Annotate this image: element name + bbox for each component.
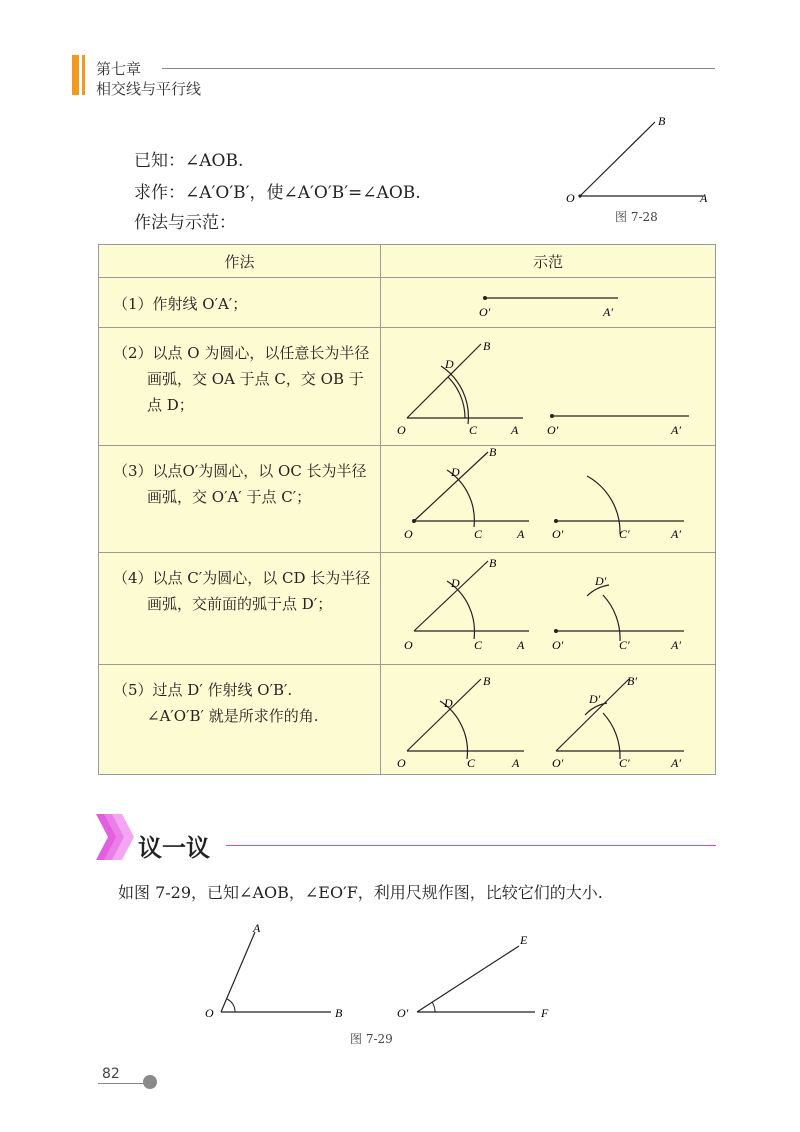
step-3-diagram <box>381 446 716 553</box>
svg-text:D′: D′ <box>595 574 607 588</box>
discussion-rule <box>226 845 716 846</box>
step-4-line-1: （4）以点 C′为圆心，以 CD 长为半径 <box>113 569 371 587</box>
svg-text:B: B <box>483 674 491 688</box>
fig28-label-b: B <box>658 114 666 128</box>
svg-text:A: A <box>511 423 519 437</box>
svg-text:E: E <box>520 933 528 947</box>
step-5-diagram <box>381 665 716 775</box>
fig28-label-a: A <box>700 191 708 205</box>
svg-text:O: O <box>205 1006 214 1020</box>
svg-text:A′: A′ <box>603 305 613 319</box>
svg-text:C′: C′ <box>619 638 630 652</box>
svg-text:O: O <box>404 527 413 541</box>
svg-text:O′: O′ <box>547 423 559 437</box>
chapter-marker-bar-thin <box>82 55 85 95</box>
svg-text:F: F <box>541 1006 549 1020</box>
svg-text:B: B <box>489 556 497 570</box>
svg-text:C′: C′ <box>619 756 630 770</box>
figure-29-caption: 图 7-29 <box>350 1032 393 1046</box>
step-4-diagram <box>381 553 716 665</box>
figure-7-28 <box>560 112 720 212</box>
header-demo: 示范 <box>381 245 716 278</box>
step-1-line-1: （1）作射线 O′A′； <box>113 295 248 313</box>
svg-text:A: A <box>253 921 261 935</box>
svg-text:A: A <box>512 756 520 770</box>
svg-text:D: D <box>444 696 453 710</box>
step-5-line-2: ∠A′O′B′ 就是所求作的角. <box>147 707 319 725</box>
figure-28-caption: 图 7-28 <box>615 210 658 224</box>
table-row <box>99 446 716 553</box>
table-header-row <box>99 245 716 278</box>
discussion-title: 议一议 <box>138 834 210 862</box>
page-number: 82 <box>102 1066 120 1082</box>
svg-text:A: A <box>517 527 525 541</box>
svg-text:O′: O′ <box>552 756 564 770</box>
header-rule <box>162 68 715 69</box>
svg-text:A′: A′ <box>671 527 681 541</box>
page-number-rule <box>98 1083 146 1084</box>
svg-text:O′: O′ <box>397 1006 409 1020</box>
svg-text:D: D <box>445 357 454 371</box>
step-4-line-2: 画弧，交前面的弧于点 D′； <box>147 595 333 613</box>
svg-text:O′: O′ <box>479 305 491 319</box>
table-row <box>99 665 716 775</box>
svg-text:B: B <box>483 339 491 353</box>
svg-text:A′: A′ <box>671 423 681 437</box>
step-2-line-1: （2）以点 O 为圆心，以任意长为半径 <box>113 344 370 362</box>
header-method: 作法 <box>99 245 381 278</box>
step-3-line-1: （3）以点O′为圆心，以 OC 长为半径 <box>113 462 367 480</box>
svg-text:O: O <box>397 756 406 770</box>
chapter-label: 第七章 <box>96 60 142 78</box>
step-2-line-2: 画弧，交 OA 于点 C，交 OB 于 <box>147 370 364 388</box>
step-1-diagram <box>381 278 716 328</box>
discussion-chevron-icon <box>96 812 138 862</box>
svg-text:A′: A′ <box>671 756 681 770</box>
construction-table <box>98 244 716 775</box>
svg-text:O′: O′ <box>552 638 564 652</box>
chapter-title: 相交线与平行线 <box>96 80 202 98</box>
discussion-text: 如图 7-29，已知∠AOB，∠EO′F，利用尺规作图，比较它们的大小. <box>118 883 603 902</box>
svg-text:C: C <box>469 423 478 437</box>
step-2-line-3: 点 D； <box>147 396 194 414</box>
step-2-diagram <box>381 328 716 446</box>
svg-text:D: D <box>451 465 460 479</box>
table-row <box>99 278 716 328</box>
task-statement: 求作：∠A′O′B′，使∠A′O′B′=∠AOB. <box>134 183 421 203</box>
svg-text:C′: C′ <box>619 527 630 541</box>
fig28-label-o: O <box>566 191 575 205</box>
svg-text:O′: O′ <box>552 527 564 541</box>
svg-text:D: D <box>451 576 460 590</box>
svg-text:C: C <box>474 638 483 652</box>
svg-text:O: O <box>404 638 413 652</box>
svg-text:C: C <box>474 527 483 541</box>
svg-text:B: B <box>335 1006 343 1020</box>
figure-7-29 <box>195 920 575 1028</box>
svg-text:C: C <box>467 756 476 770</box>
step-5-line-1: （5）过点 D′ 作射线 O′B′. <box>113 681 293 699</box>
svg-text:B′: B′ <box>627 674 637 688</box>
svg-text:A′: A′ <box>671 638 681 652</box>
svg-text:B: B <box>489 446 497 459</box>
svg-text:D′: D′ <box>589 692 601 706</box>
step-3-line-2: 画弧，交 O′A′ 于点 C′； <box>147 488 312 506</box>
table-row <box>99 328 716 446</box>
svg-text:O: O <box>397 423 406 437</box>
given-statement: 已知：∠AOB. <box>134 151 244 171</box>
table-row <box>99 553 716 665</box>
svg-text:A: A <box>517 638 525 652</box>
page-dot-icon <box>143 1075 157 1089</box>
method-intro: 作法与示范： <box>134 213 236 233</box>
chapter-marker-bar <box>72 55 79 95</box>
